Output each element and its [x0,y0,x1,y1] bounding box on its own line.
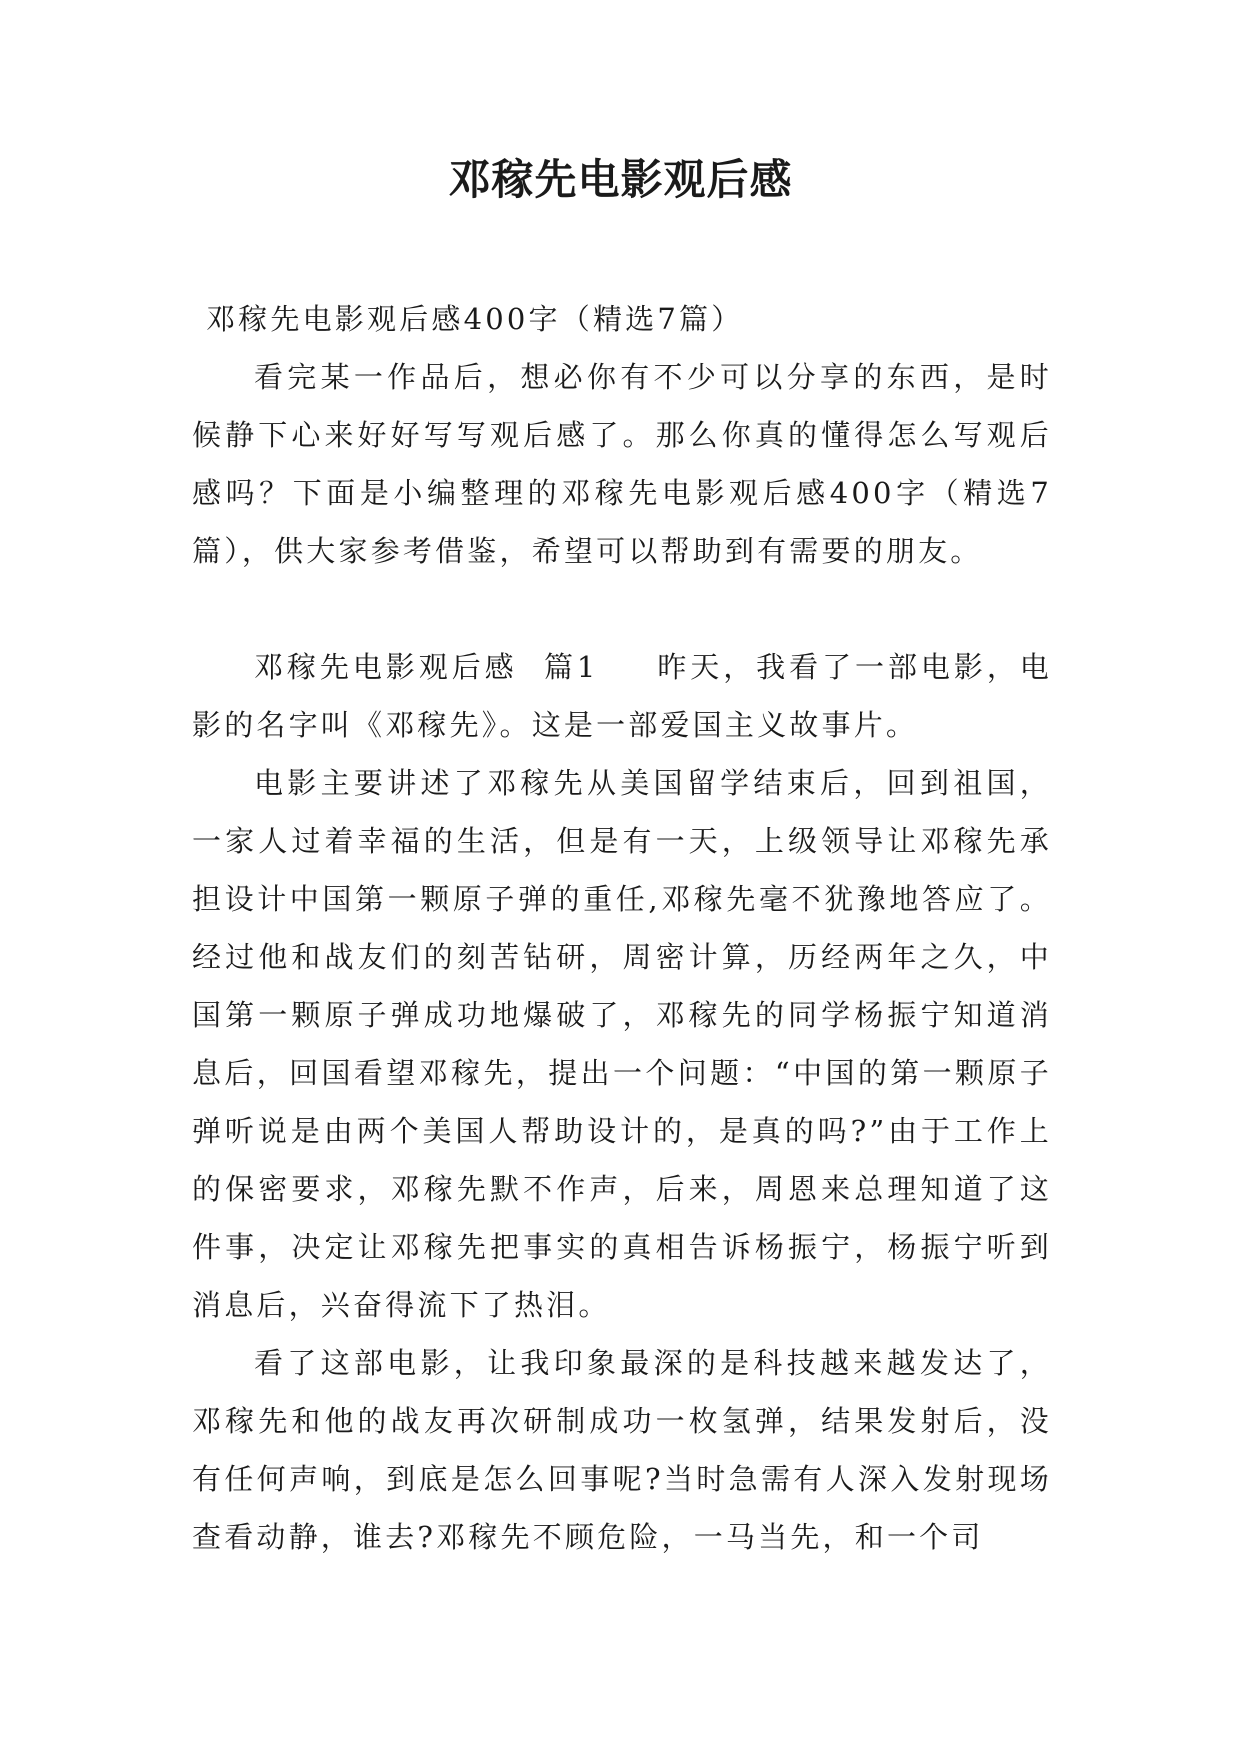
section-1-paragraph-1 [192,638,1052,754]
page-title: 邓稼先电影观后感 [448,155,793,204]
document-body [192,290,1052,1566]
section-heading: 邓稼先电影观后感 篇1 [254,650,599,684]
subtitle: 邓稼先电影观后感400字（精选7篇） [206,302,744,336]
section-1-paragraph-3: 看了这部电影，让我印象最深的是科技越来越发达了，邓稼先和他的战友再次研制成功一枚氢弹，结果发射后，没有任何声响，到底是怎么回事呢?当时急需有人深入发射现场查看动静，谁去?邓稼先不顾危险，一马当先，和一个司 [192,1346,1052,1554]
paragraph-spacer [192,580,1052,638]
intro-paragraph: 看完某一作品后，想必你有不少可以分享的东西，是时候静下心来好好写写观后感了。那么你真的懂得怎么写观后感吗？下面是小编整理的邓稼先电影观后感400字（精选7篇），供大家参考借鉴，希望可以帮助到有需要的朋友。 [192,360,1052,568]
section-1-paragraph-2: 电影主要讲述了邓稼先从美国留学结束后，回到祖国，一家人过着幸福的生活，但是有一天，上级领导让邓稼先承担设计中国第一颗原子弹的重任,邓稼先毫不犹豫地答应了。经过他和战友们的刻苦钻研，周密计算，历经两年之久，中国第一颗原子弹成功地爆破了，邓稼先的同学杨振宁知道消息后，回国看望邓稼先，提出一个问题：“中国的第一颗原子弹听说是由两个美国人帮助设计的，是真的吗?”由于工作上的保密要求，邓稼先默不作声，后来，周恩来总理知道了这件事，决定让邓稼先把事实的真相告诉杨振宁，杨振宁听到消息后，兴奋得流下了热泪。 [192,766,1052,1322]
section-1-opening-text: 昨天，我看了一部电影，电影的名字叫《邓稼先》。这是一部爱国主义故事片。 [192,650,1052,742]
